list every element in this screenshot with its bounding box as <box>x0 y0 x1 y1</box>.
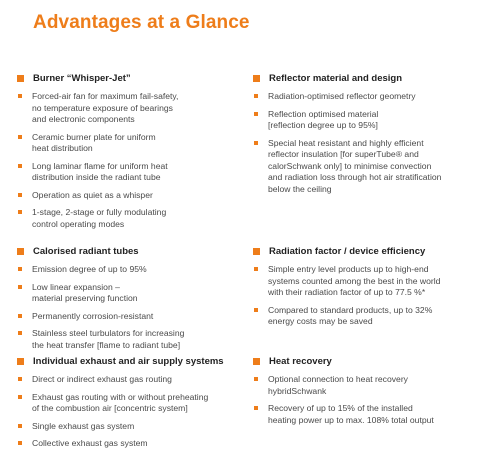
item-line: reflector insulation [for superTube® and <box>268 149 419 159</box>
bullet-icon <box>18 331 22 335</box>
item-line: Exhaust gas routing with or without preheating <box>32 391 209 402</box>
item-line: Radiation-optimised reflector geometry <box>268 91 416 101</box>
bullet-icon <box>18 267 22 271</box>
bullet-icon <box>254 112 258 116</box>
item-line: [reflection degree up to 95%] <box>268 120 378 130</box>
item-line: no temperature exposure of bearings <box>32 102 173 113</box>
list-item <box>17 282 237 305</box>
item-line: below the ceiling <box>268 183 332 194</box>
orange-square-icon <box>17 75 24 82</box>
item-line: Stainless steel turbulators for increasing <box>32 328 185 338</box>
page-title: Advantages at a Glance <box>33 12 250 33</box>
bullet-icon <box>18 164 22 168</box>
section-radiant-tubes <box>17 244 237 357</box>
bullet-icon <box>254 267 258 271</box>
bullet-icon <box>18 210 22 214</box>
bullet-icon <box>254 308 258 312</box>
list-item <box>17 328 237 351</box>
list-item <box>253 91 485 103</box>
bullet-icon <box>18 424 22 428</box>
item-line: Optional connection to heat recovery <box>268 374 408 384</box>
section-burner <box>17 71 237 236</box>
item-line: 1-stage, 2-stage or fully modulating <box>32 207 167 217</box>
item-line: Low linear expansion – <box>32 281 120 292</box>
item-line: Collective exhaust gas system <box>32 438 148 448</box>
section-title: Reflector material and design <box>269 72 403 84</box>
bullet-icon <box>254 406 258 410</box>
bullet-list <box>253 264 485 328</box>
section-title: Heat recovery <box>269 355 332 367</box>
item-line: Operation as quiet as a whisper <box>32 189 153 200</box>
bullet-icon <box>18 285 22 289</box>
bullet-icon <box>18 135 22 139</box>
list-item <box>17 421 237 433</box>
list-item <box>253 264 485 299</box>
list-item <box>253 138 485 196</box>
list-item <box>253 305 485 328</box>
item-line: the heat transfer [flame to radiant tube] <box>32 339 181 350</box>
bullet-list <box>253 91 485 195</box>
bullet-icon <box>254 141 258 145</box>
list-item <box>253 374 485 397</box>
item-line: of the combustion air [concentric system] <box>32 403 188 413</box>
bullet-icon <box>254 94 258 98</box>
bullet-icon <box>18 395 22 399</box>
section-title: Calorised radiant tubes <box>33 245 139 257</box>
item-line: Emission degree of up to 95% <box>32 264 147 274</box>
item-line: Single exhaust gas system <box>32 420 135 431</box>
list-item <box>17 311 237 323</box>
item-line: Recovery of up to 15% of the installed <box>268 403 413 413</box>
bullet-list <box>17 264 237 351</box>
item-line: material preserving function <box>32 293 138 303</box>
section-heading <box>253 354 485 368</box>
item-line: systems counted among the best in the world <box>268 275 441 286</box>
orange-square-icon <box>17 358 24 365</box>
bullet-icon <box>18 377 22 381</box>
item-line: energy costs may be saved <box>268 316 373 326</box>
list-item <box>17 374 237 386</box>
list-item <box>17 207 237 230</box>
bullet-list <box>17 91 237 230</box>
bullet-list <box>253 374 485 426</box>
section-heading <box>17 354 237 368</box>
list-item <box>253 109 485 132</box>
item-line: Ceramic burner plate for uniform <box>32 131 156 142</box>
bullet-icon <box>18 94 22 98</box>
section-heat-recovery <box>253 354 485 432</box>
section-heading <box>17 244 237 258</box>
list-item <box>17 264 237 276</box>
orange-square-icon <box>253 358 260 365</box>
orange-square-icon <box>17 248 24 255</box>
item-line: Permanently corrosion-resistant <box>32 310 154 321</box>
item-line: heat distribution <box>32 143 93 153</box>
section-reflector <box>253 71 485 201</box>
section-title: Burner “Whisper-Jet” <box>33 72 131 84</box>
item-line: calorSchwank only] to minimise convection <box>268 160 432 171</box>
section-heading <box>253 244 485 258</box>
list-item <box>17 190 237 202</box>
list-item <box>253 403 485 426</box>
section-exhaust-systems <box>17 354 237 456</box>
list-item <box>17 438 237 450</box>
item-line: heating power up to max. 108% total output <box>268 414 434 425</box>
section-heading <box>17 71 237 85</box>
list-item <box>17 392 237 415</box>
item-line: and electronic components <box>32 114 135 124</box>
item-line: Long laminar flame for uniform heat <box>32 160 168 171</box>
item-line: distribution inside the radiant tube <box>32 172 161 182</box>
list-item <box>17 91 237 126</box>
bullet-icon <box>18 193 22 197</box>
list-item <box>17 161 237 184</box>
section-radiation-factor <box>253 244 485 334</box>
item-line: and radiation loss through hot air stratification <box>268 172 442 182</box>
bullet-icon <box>254 377 258 381</box>
list-item <box>17 132 237 155</box>
bullet-list <box>17 374 237 450</box>
bullet-icon <box>18 314 22 318</box>
item-line: Special heat resistant and highly efficient <box>268 137 424 148</box>
item-line: Reflection optimised material <box>268 108 379 119</box>
section-heading <box>253 71 485 85</box>
item-line: Direct or indirect exhaust gas routing <box>32 374 172 384</box>
item-line: Forced-air fan for maximum fail-safety, <box>32 91 179 101</box>
bullet-icon <box>18 441 22 445</box>
item-line: hybridSchwank <box>268 385 327 396</box>
orange-square-icon <box>253 75 260 82</box>
orange-square-icon <box>253 248 260 255</box>
item-line: control operating modes <box>32 218 125 229</box>
item-line: Compared to standard products, up to 32% <box>268 304 433 315</box>
section-title: Radiation factor / device efficiency <box>269 245 426 257</box>
item-line: with their radiation factor of up to 77.5 %* <box>268 287 426 297</box>
section-title: Individual exhaust and air supply systems <box>33 355 224 367</box>
item-line: Simple entry level products up to high-end <box>268 264 429 274</box>
